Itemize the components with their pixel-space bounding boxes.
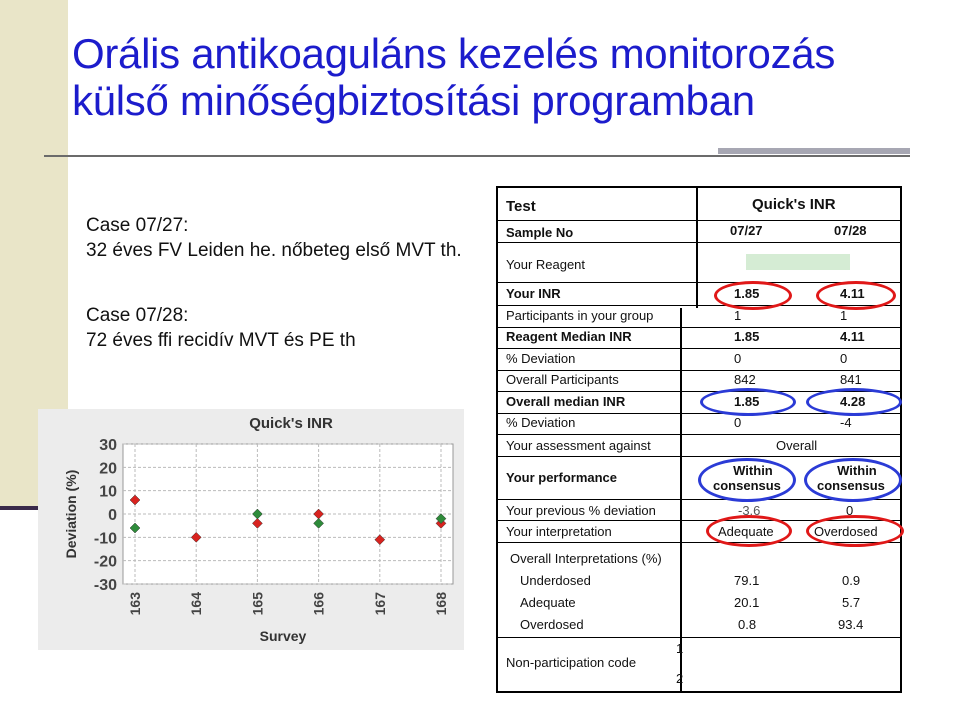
table-row-label: Overall Participants [506, 372, 619, 387]
previous-deviation-b: 0 [846, 503, 854, 518]
highlight-ring-your-inr-b [816, 281, 896, 310]
chart-y-tick-label: 10 [99, 483, 117, 501]
case-2-description: 72 éves ffi recidív MVT és PE th [86, 330, 356, 351]
overall-underdosed-b: 0.9 [842, 573, 861, 588]
table-row-value-a: 0 [734, 350, 742, 366]
previous-deviation-label: Your previous % deviation [506, 503, 656, 518]
non-participation-code-1: 1 [676, 641, 684, 656]
table-row-value-a: 1.85 [734, 329, 760, 344]
chart-x-tick-label: 165 [249, 592, 266, 616]
performance-a-line2: consensus [713, 478, 781, 493]
overall-overdosed-label: Overdosed [520, 617, 584, 632]
table-rule [498, 370, 900, 371]
sample-id-1: 07/27 [730, 223, 763, 238]
table-row-value-b: 4.28 [840, 393, 866, 409]
deviation-chart [38, 409, 464, 650]
deviation-chart-svg [38, 409, 464, 650]
table-row-label: Overall median INR [506, 393, 626, 409]
chart-x-tick-label: 166 [310, 592, 327, 616]
overall-underdosed-label: Underdosed [520, 573, 591, 588]
performance-b-line1: Within [837, 463, 877, 478]
chart-y-tick-label: -30 [93, 577, 117, 594]
table-row-value-b: 4.11 [840, 329, 865, 344]
test-value: Quick's INR [752, 196, 836, 213]
table-row-label: Participants in your group [506, 307, 654, 323]
table-row-label: % Deviation [506, 415, 576, 430]
chart-x-tick-label: 164 [188, 592, 205, 616]
test-label: Test [506, 198, 536, 215]
previous-deviation-a: -3.6 [738, 503, 761, 518]
table-row-value-b: 4.11 [840, 286, 865, 301]
overall-adequate-b: 5.7 [842, 595, 861, 610]
title-line-1: Orális antikoaguláns kezelés monitorozás [72, 30, 836, 77]
chart-x-axis-label: Survey [259, 628, 307, 644]
sample-no-label: Sample No [506, 225, 574, 240]
side-decoration-line [0, 506, 40, 510]
case-1-description: 32 éves FV Leiden he. nőbeteg első MVT th. [86, 240, 462, 261]
highlight-ring-median-a [700, 388, 796, 416]
table-row-label: Your INR [506, 286, 561, 301]
table-row-value-b: 1 [840, 307, 848, 323]
chart-y-tick-label: 30 [99, 437, 117, 454]
non-participation-label: Non-participation code [506, 655, 637, 670]
non-participation-code-2: 2 [676, 671, 684, 686]
overall-underdosed-a: 79.1 [734, 573, 760, 588]
chart-y-tick-label: 20 [99, 460, 117, 478]
case-1 [86, 213, 462, 263]
slide-title [72, 30, 835, 124]
highlight-ring-interpretation-a [706, 515, 792, 547]
highlight-ring-performance-a [698, 458, 796, 502]
table-row-value-b: -4 [840, 415, 852, 430]
table-row-value-a: 1.85 [734, 393, 760, 409]
interpretation-label: Your interpretation [506, 524, 612, 539]
overall-interpretations-label: Overall Interpretations (%) [510, 551, 662, 566]
performance-label: Your performance [506, 470, 618, 485]
table-divider-vertical [696, 188, 698, 308]
table-rule [498, 348, 900, 349]
reagent-redacted-highlight [746, 254, 850, 270]
highlight-ring-median-b [806, 388, 902, 416]
assessment-value: Overall [776, 438, 818, 453]
table-rule [498, 456, 900, 457]
overall-adequate-label: Adequate [520, 595, 576, 610]
table-row-value-a: 1.85 [734, 286, 760, 301]
assessment-label: Your assessment against [506, 438, 651, 453]
table-row-value-b: 841 [840, 372, 862, 387]
performance-a-line1: Within [733, 463, 773, 478]
chart-title: Quick's INR [249, 415, 333, 432]
case-1-label: Case 07/27: [86, 215, 189, 236]
title-line-2: külső minőségbiztosítási programban [72, 77, 755, 124]
title-underline-accent [718, 148, 910, 154]
chart-y-tick-label: -10 [93, 530, 117, 548]
table-rule [498, 637, 900, 638]
chart-x-tick-label: 163 [127, 592, 143, 616]
table-rule [498, 327, 900, 328]
case-2-label: Case 07/28: [86, 305, 189, 326]
interpretation-a: Adequate [718, 524, 774, 539]
highlight-ring-interpretation-b [806, 515, 904, 547]
chart-y-tick-label: -20 [93, 553, 117, 571]
chart-y-axis-label: Deviation (%) [63, 469, 79, 559]
case-2 [86, 303, 356, 353]
interpretation-b: Overdosed [814, 524, 878, 539]
title-underline [44, 155, 910, 157]
table-rule [498, 242, 900, 243]
table-row-value-a: 1 [734, 307, 742, 323]
table-row-value-a: 842 [734, 372, 756, 387]
chart-y-tick-label: 0 [108, 507, 117, 524]
highlight-ring-your-inr-a [714, 281, 792, 310]
sample-id-2: 07/28 [834, 223, 867, 238]
overall-adequate-a: 20.1 [734, 595, 760, 610]
performance-b-line2: consensus [817, 478, 885, 493]
highlight-ring-performance-b [804, 458, 902, 502]
overall-overdosed-b: 93.4 [838, 617, 864, 632]
chart-x-tick-label: 168 [433, 592, 449, 616]
results-table [496, 186, 902, 693]
table-rule [498, 220, 900, 221]
table-row-value-b: 0 [840, 350, 848, 366]
overall-overdosed-a: 0.8 [738, 617, 757, 632]
table-row-label: Reagent Median INR [506, 329, 632, 344]
table-rule [498, 434, 900, 435]
table-divider-vertical-lower [680, 308, 682, 693]
table-row-value-a: 0 [734, 415, 742, 430]
chart-x-tick-label: 167 [371, 592, 388, 616]
table-row-label: % Deviation [506, 350, 576, 366]
reagent-label: Your Reagent [506, 257, 586, 272]
